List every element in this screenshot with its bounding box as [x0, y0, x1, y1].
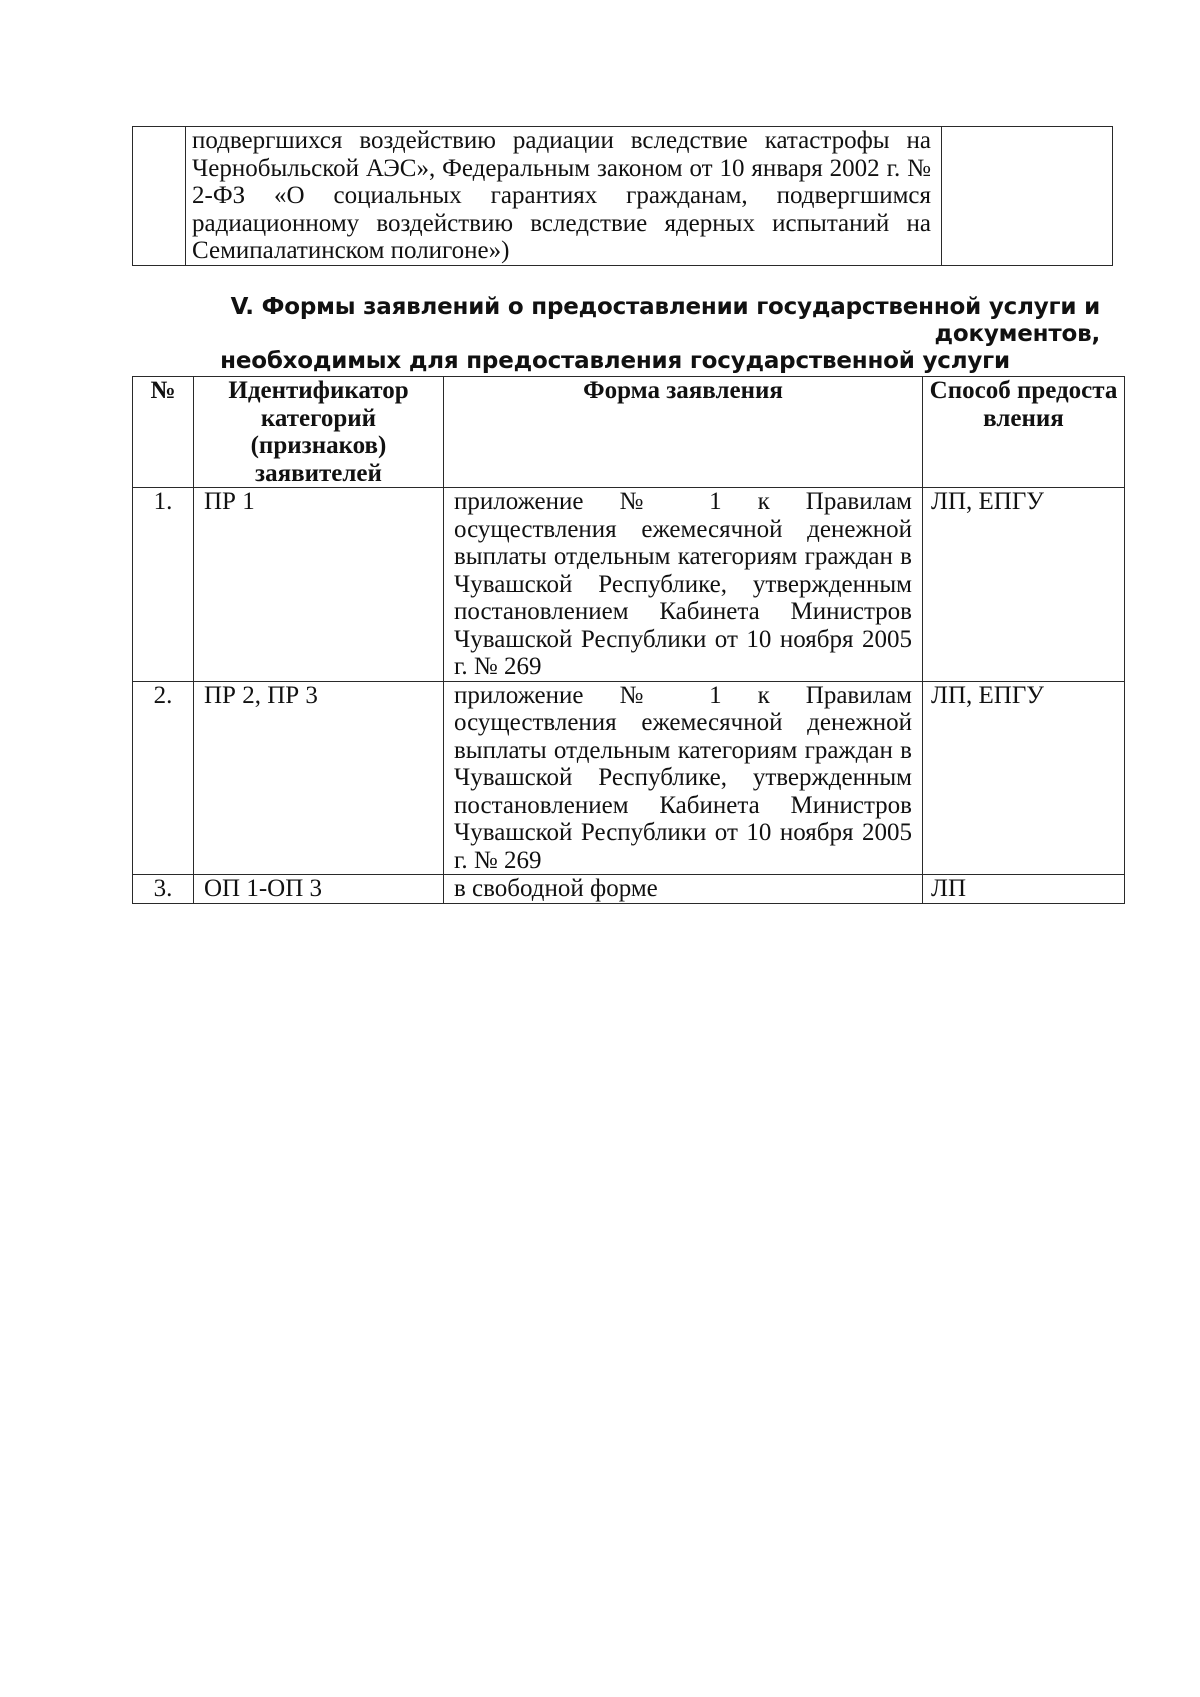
continuation-table	[132, 126, 1113, 266]
header-identifier: Идентификатор категорий (признаков) заявителей	[194, 377, 444, 488]
row-method: ЛП, ЕПГУ	[923, 681, 1125, 875]
section-heading-line1: V. Формы заявлений о предоставлении государственной услуги и документов,	[230, 294, 1100, 347]
header-num: №	[133, 377, 194, 488]
row-identifier: ПР 2, ПР 3	[194, 681, 444, 875]
header-form: Форма заявления	[444, 377, 923, 488]
section-heading-line2: необходимых для предоставления государственной услуги	[220, 348, 1010, 374]
row-num: 3.	[133, 875, 194, 904]
table-row	[133, 875, 1125, 904]
header-method: Способ предоставления	[923, 377, 1125, 488]
row-identifier: ОП 1-ОП 3	[194, 875, 444, 904]
forms-table	[132, 376, 1125, 904]
table-row	[133, 681, 1125, 875]
table-header-row	[133, 377, 1125, 488]
row-method: ЛП	[923, 875, 1125, 904]
table-row	[133, 127, 1113, 266]
row-method: ЛП, ЕПГУ	[923, 488, 1125, 682]
row-identifier: ПР 1	[194, 488, 444, 682]
continuation-num-cell	[133, 127, 186, 266]
section-heading	[150, 294, 1100, 375]
row-num: 2.	[133, 681, 194, 875]
continuation-text: подвергшихся воздействию радиации вследствие катастрофы на Чернобыльской АЭС», Федеральным законом от 10 января 2002 г. № 2-ФЗ «О социальных гарантиях гражданам, подвергшимся радиационному воздействию вследствие ядерных испытаний на Семипалатинском полигоне»)	[186, 127, 942, 266]
row-form: приложение № 1 к Правилам осуществления ежемесячной денежной выплаты отдельным категориям граждан в Чувашской Республике, утвержденным постановлением Кабинета Министров Чувашской Республики от 10 ноября 2005 г. № 269	[444, 681, 923, 875]
continuation-empty-cell	[942, 127, 1113, 266]
row-form: приложение № 1 к Правилам осуществления ежемесячной денежной выплаты отдельным категориям граждан в Чувашской Республике, утвержденным постановлением Кабинета Министров Чувашской Республики от 10 ноября 2005 г. № 269	[444, 488, 923, 682]
row-num: 1.	[133, 488, 194, 682]
table-row	[133, 488, 1125, 682]
row-form: в свободной форме	[444, 875, 923, 904]
